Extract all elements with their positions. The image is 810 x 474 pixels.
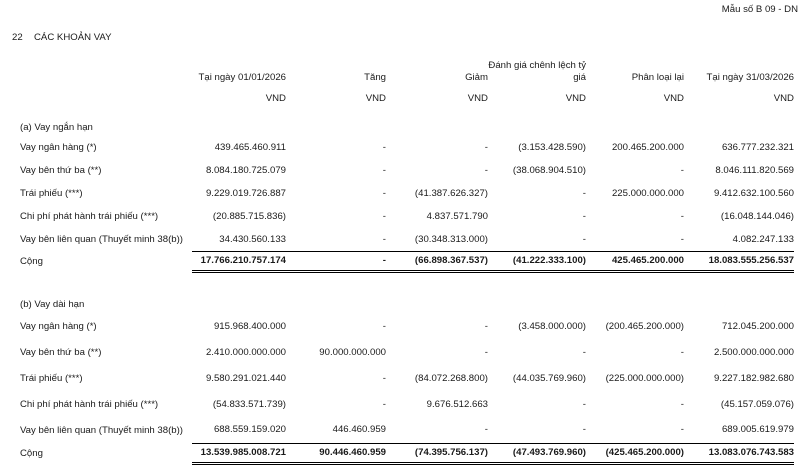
cell-value: (30.348.313.000) [414,233,488,245]
cell-value: - [382,211,386,222]
unit-label: VND [265,92,286,104]
cell-value: - [582,424,586,436]
column-header-closing: Tại ngày 31/03/2026 [706,72,794,83]
cell-value: 200.465.200.000 [611,142,684,153]
total-value: 90.446.460.959 [286,443,386,463]
row-label: Vay bên thứ ba (**) [20,346,102,358]
cell-value: - [484,320,488,332]
cell-value: (3.153.428.590) [518,142,586,153]
row-label: Vay bên thứ ba (**) [20,165,102,176]
cell-value: 446.460.959 [332,424,386,436]
cell-value: - [484,346,488,358]
row-label: Trái phiếu (***) [20,188,83,199]
row-label: Trái phiếu (***) [20,372,83,384]
cell-value: (225.000.000.000) [605,372,684,384]
cell-value: - [382,398,386,410]
cell-value: - [382,142,386,153]
cell-value: - [484,165,488,176]
table-row [20,391,794,417]
cell-value: (84.072.268.800) [414,372,488,384]
cell-value: 4.837.571.790 [426,211,488,222]
cell-value: - [582,233,586,245]
cell-value: (54.833.571.739) [212,398,286,410]
section-number: 22 [12,32,23,43]
total-value: (47.493.769.960) [488,443,586,463]
unit-row [20,88,794,108]
cell-value: 9.227.182.982.680 [713,372,794,384]
cell-value: - [680,211,684,222]
unit-label: VND [565,92,586,104]
cell-value: 8.084.180.725.079 [205,165,286,176]
column-header-row [20,52,794,88]
cell-value: - [582,398,586,410]
cell-value: - [382,320,386,332]
unit-label: VND [365,92,386,104]
unit-label: VND [467,92,488,104]
total-value: (425.465.200.000) [586,443,684,463]
section-heading [12,32,111,43]
subsection-title: (b) Vay dài hạn [20,299,85,310]
table-row [20,182,794,205]
cell-value: - [680,233,684,245]
cell-value: 636.777.232.321 [721,142,794,153]
row-label: Vay ngân hàng (*) [20,142,97,153]
unit-label: VND [773,92,794,104]
table-row [20,136,794,159]
cell-value: - [680,346,684,358]
table-row [20,313,794,339]
cell-value: 9.676.512.663 [426,398,488,410]
total-value: 17.766.210.757.174 [192,251,286,271]
table-row [20,205,794,228]
total-value: 18.083.555.256.537 [684,251,794,271]
cell-value: - [382,233,386,245]
subsection-title: (a) Vay ngắn hạn [20,122,93,133]
row-label: Chi phí phát hành trái phiếu (***) [20,211,159,222]
cell-value: - [382,372,386,384]
table-row [20,365,794,391]
column-header-fx-revaluation: Đánh giá chênh lệch tỷ giá [488,60,586,83]
label-column-header [20,52,192,88]
total-row-short-term [20,251,794,271]
cell-value: 90.000.000.000 [319,346,386,358]
table-row [20,417,794,443]
cell-value: 34.430.560.133 [219,233,286,245]
total-value: (74.395.756.137) [386,443,488,463]
cell-value: (45.157.059.076) [720,398,794,410]
cell-value: (41.387.626.327) [414,188,488,199]
unit-label: VND [663,92,684,104]
cell-value: - [680,398,684,410]
row-label: Chi phí phát hành trái phiếu (***) [20,398,159,410]
cell-value: 915.968.400.000 [213,320,286,332]
subsection-header-long-term [20,271,794,313]
cell-value: 9.412.632.100.560 [713,188,794,199]
cell-value: - [680,424,684,436]
cell-value: 689.005.619.979 [721,424,794,436]
cell-value: (38.068.904.510) [512,165,586,176]
column-header-reclassification: Phân loại lại [631,72,684,83]
subsection-header-short-term [20,108,794,136]
table-row [20,228,794,251]
total-value: 425.465.200.000 [586,251,684,271]
cell-value: 439.465.460.911 [214,142,286,153]
cell-value: (20.885.715.836) [212,211,286,222]
total-value: - [286,251,386,271]
total-value: (41.222.333.100) [488,251,586,271]
cell-value: (3.458.000.000) [518,320,586,332]
cell-value: (200.465.200.000) [605,320,684,332]
total-value: 13.083.076.743.583 [684,443,794,463]
column-header-decrease: Giảm [465,72,488,83]
cell-value: 688.559.159.020 [213,424,286,436]
cell-value: 225.000.000.000 [611,188,684,199]
cell-value: - [382,188,386,199]
cell-value: 9.580.291.021.440 [205,372,286,384]
form-code: Mẫu số B 09 - DN [721,4,798,15]
row-label: Vay bên liên quan (Thuyết minh 38(b)) [20,424,184,436]
cell-value: - [680,165,684,176]
cell-value: (16.048.144.046) [720,211,794,222]
table-row [20,339,794,365]
cell-value: - [484,424,488,436]
column-header-increase: Tăng [364,72,386,83]
total-label: Cộng [20,255,43,267]
cell-value: 712.045.200.000 [721,320,794,332]
cell-value: 2.500.000.000.000 [713,346,794,358]
total-row-long-term [20,443,794,463]
cell-value: - [582,346,586,358]
row-label: Vay bên liên quan (Thuyết minh 38(b)) [20,234,184,245]
cell-value: 4.082.247.133 [732,233,794,245]
cell-value: 2.410.000.000.000 [205,346,286,358]
column-header-opening: Tại ngày 01/01/2026 [198,72,286,83]
section-title: CÁC KHOẢN VAY [34,32,112,43]
cell-value: (44.035.769.960) [512,372,586,384]
cell-value: 8.046.111.820.569 [715,165,794,176]
total-value: 13.539.985.008.721 [192,443,286,463]
cell-value: - [582,211,586,222]
cell-value: 9.229.019.726.887 [205,188,286,199]
cell-value: - [484,142,488,153]
table-row [20,159,794,182]
total-value: (66.898.367.537) [386,251,488,271]
cell-value: - [582,188,586,199]
total-label: Cộng [20,447,43,459]
row-label: Vay ngân hàng (*) [20,320,97,332]
loans-table [20,52,794,465]
cell-value: - [382,165,386,176]
